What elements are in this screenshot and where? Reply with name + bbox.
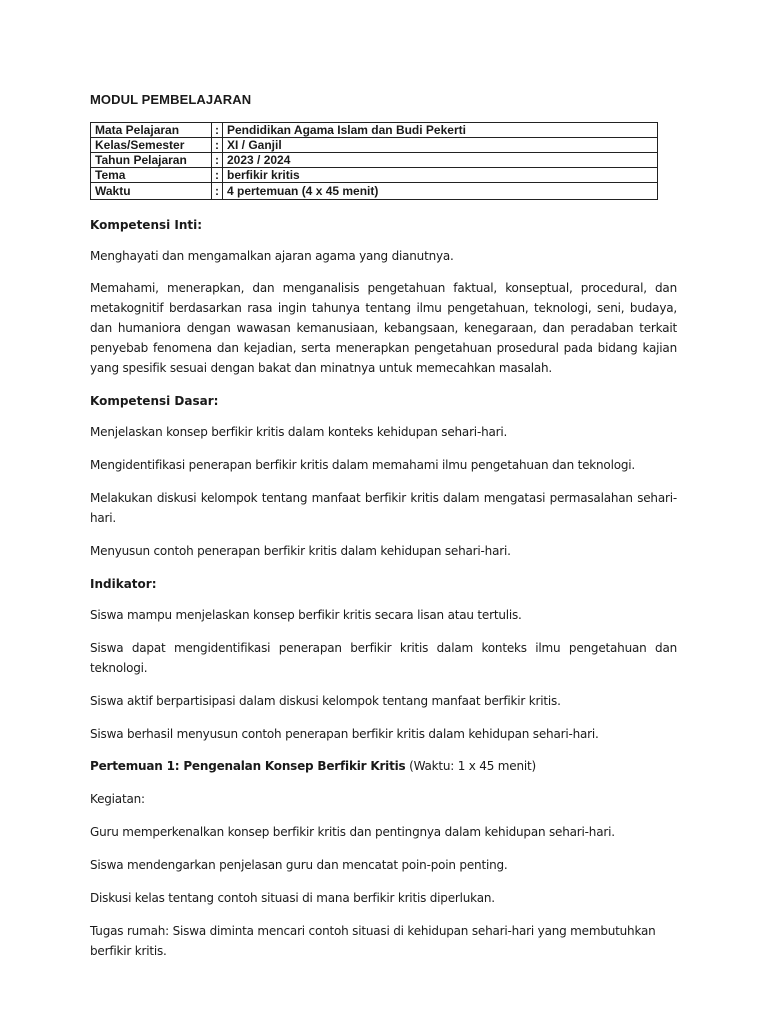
- table-label: Tema: [91, 168, 212, 183]
- table-value: berfikir kritis: [223, 168, 658, 183]
- table-separator: :: [212, 183, 223, 200]
- kompetensi-dasar-item: Melakukan diskusi kelompok tentang manfaat berfikir kritis dalam mengatasi permasalahan sehari-hari.: [90, 491, 677, 525]
- table-separator: :: [212, 123, 223, 138]
- kegiatan-item: Guru memperkenalkan konsep berfikir kritis dan pentingnya dalam kehidupan sehari-hari.: [90, 825, 615, 839]
- kegiatan-item: Siswa mendengarkan penjelasan guru dan mencatat poin-poin penting.: [90, 858, 508, 872]
- kompetensi-dasar-item: Mengidentifikasi penerapan berfikir kritis dalam memahami ilmu pengetahuan dan teknologi.: [90, 458, 636, 472]
- table-value: Pendidikan Agama Islam dan Budi Pekerti: [223, 123, 658, 138]
- table-row: [91, 183, 658, 200]
- pertemuan-1-heading: Pertemuan 1: Pengenalan Konsep Berfikir Kritis: [90, 759, 406, 773]
- table-label: Kelas/Semester: [91, 138, 212, 153]
- table-separator: :: [212, 168, 223, 183]
- table-separator: :: [212, 138, 223, 153]
- table-label: Tahun Pelajaran: [91, 153, 212, 168]
- kompetensi-dasar-item: Menjelaskan konsep berfikir kritis dalam konteks kehidupan sehari-hari.: [90, 425, 508, 439]
- indikator-item: Siswa dapat mengidentifikasi penerapan berfikir kritis dalam konteks ilmu pengetahuan dan teknologi.: [90, 641, 677, 675]
- table-label: Waktu: [91, 183, 212, 200]
- kompetensi-inti-paragraph: Menghayati dan mengamalkan ajaran agama yang dianutnya.: [90, 249, 454, 263]
- table-row: [91, 123, 658, 138]
- table-row: [91, 138, 658, 153]
- table-row: [91, 168, 658, 183]
- table-value: 4 pertemuan (4 x 45 menit): [223, 183, 658, 200]
- table-value: 2023 / 2024: [223, 153, 658, 168]
- kompetensi-dasar-item: Menyusun contoh penerapan berfikir kritis dalam kehidupan sehari-hari.: [90, 544, 511, 558]
- indikator-heading: Indikator:: [90, 577, 157, 591]
- kegiatan-item: Diskusi kelas tentang contoh situasi di mana berfikir kritis diperlukan.: [90, 891, 495, 905]
- table-separator: :: [212, 153, 223, 168]
- indikator-item: Siswa berhasil menyusun contoh penerapan berfikir kritis dalam kehidupan sehari-hari.: [90, 727, 599, 741]
- info-table: [90, 122, 658, 200]
- table-label: Mata Pelajaran: [91, 123, 212, 138]
- kegiatan-item: Tugas rumah: Siswa diminta mencari contoh situasi di kehidupan sehari-hari yang membutuhkan berfikir kritis.: [90, 924, 656, 958]
- kegiatan-label: Kegiatan:: [90, 792, 145, 806]
- kompetensi-inti-paragraph: Memahami, menerapkan, dan menganalisis pengetahuan faktual, konseptual, procedural, dan metakognitif berdasarkan rasa ingin tahunya tentang ilmu pengetahuan, teknologi, seni, budaya, dan humaniora dengan wawasan kemanusiaan, kebangsaan, kenegaraan, dan peradaban terkait penyebab fenomena dan kejadian, serta menerapkan pengetahuan prosedural pada bidang kajian yang spesifik sesuai dengan bakat dan minatnya untuk memecahkan masalah.: [90, 281, 677, 375]
- indikator-item: Siswa aktif berpartisipasi dalam diskusi kelompok tentang manfaat berfikir kritis.: [90, 694, 561, 708]
- pertemuan-1-time: (Waktu: 1 x 45 menit): [405, 759, 536, 773]
- kompetensi-inti-heading: Kompetensi Inti:: [90, 218, 203, 232]
- kompetensi-dasar-heading: Kompetensi Dasar:: [90, 394, 219, 408]
- table-row: [91, 153, 658, 168]
- table-value: XI / Ganjil: [223, 138, 658, 153]
- indikator-item: Siswa mampu menjelaskan konsep berfikir kritis secara lisan atau tertulis.: [90, 608, 522, 622]
- pertemuan-1-heading-line: [90, 756, 677, 776]
- document-title: MODUL PEMBELAJARAN: [90, 92, 252, 107]
